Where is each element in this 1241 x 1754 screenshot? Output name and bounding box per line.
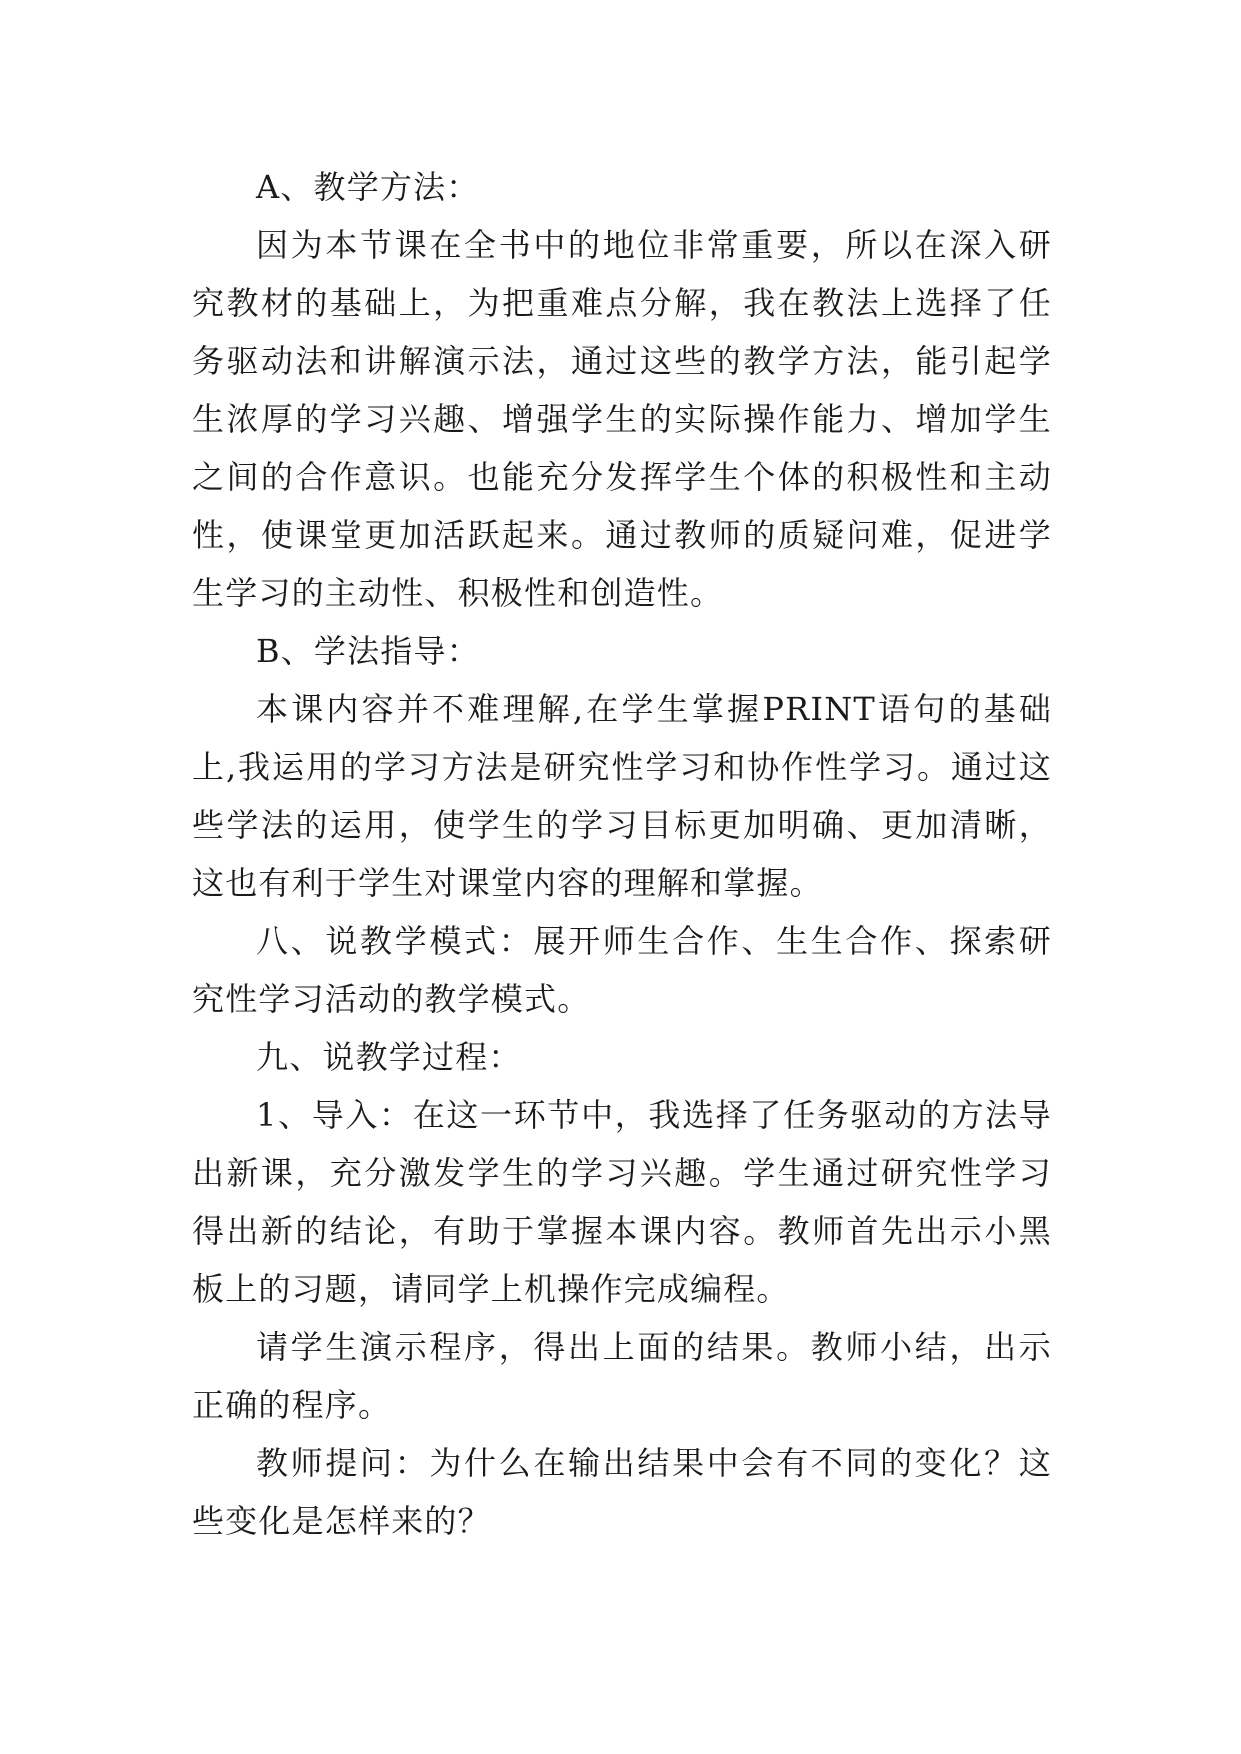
heading-teaching-process: 九、说教学过程： bbox=[256, 1038, 522, 1076]
paragraph-teacher-question: 教师提问：为什么在输出结果中会有不同的变化？这些变化是怎样来的？ bbox=[192, 1444, 1052, 1540]
paragraph-learning-guidance: 本课内容并不难理解,在学生掌握PRINT语句的基础上,我运用的学习方法是研究性学习和协作性学习。通过这些学法的运用，使学生的学习目标更加明确、更加清晰，这也有利于学生对课堂内容的理解和掌握。 bbox=[192, 690, 1052, 902]
paragraph-teaching-method: 因为本节课在全书中的地位非常重要，所以在深入研究教材的基础上，为把重难点分解，我在教法上选择了任务驱动法和讲解演示法，通过这些的教学方法，能引起学生浓厚的学习兴趣、增强学生的实际操作能力、增加学生之间的合作意识。也能充分发挥学生个体的积极性和主动性，使课堂更加活跃起来。通过教师的质疑问难，促进学生学习的主动性、积极性和创造性。 bbox=[192, 226, 1052, 612]
heading-teaching-method: A、教学方法： bbox=[256, 168, 480, 206]
paragraph-demo-program: 请学生演示程序，得出上面的结果。教师小结，出示正确的程序。 bbox=[192, 1328, 1052, 1424]
document-body bbox=[192, 158, 1052, 1550]
paragraph-introduction: 1、导入：在这一环节中，我选择了任务驱动的方法导出新课，充分激发学生的学习兴趣。学生通过研究性学习得出新的结论，有助于掌握本课内容。教师首先出示小黑板上的习题，请同学上机操作完成编程。 bbox=[192, 1096, 1052, 1308]
heading-learning-guidance: B、学法指导： bbox=[256, 632, 480, 670]
paragraph-teaching-mode: 八、说教学模式：展开师生合作、生生合作、探索研究性学习活动的教学模式。 bbox=[192, 922, 1052, 1018]
